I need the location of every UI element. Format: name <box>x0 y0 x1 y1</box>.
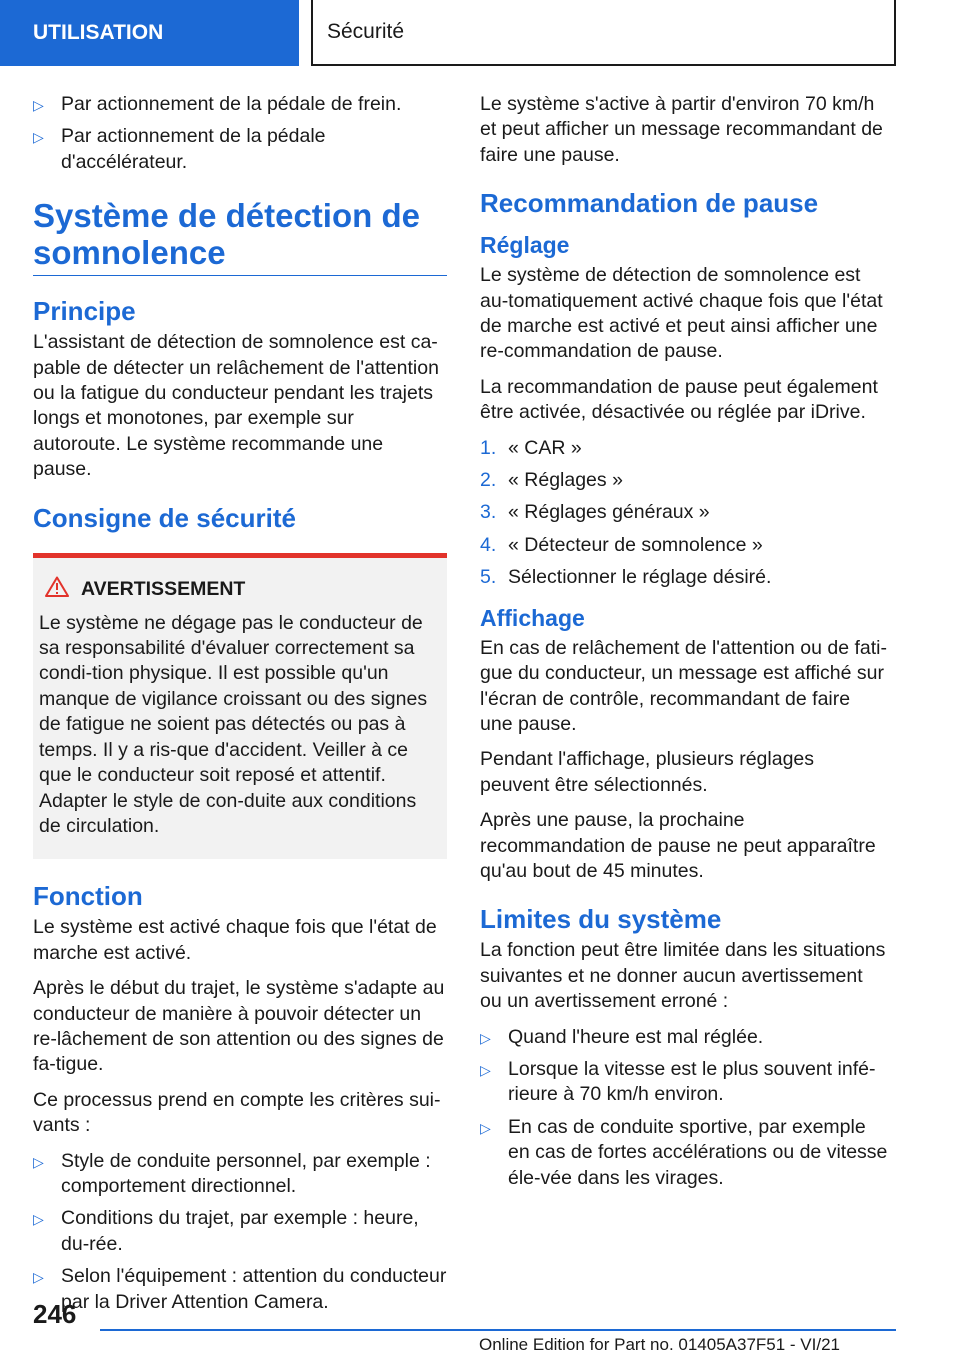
list-item: ▷ Conditions du trajet, par exemple : heure, du-rée. <box>33 1207 419 1255</box>
list-item: ▷ Quand l'heure est mal réglée. <box>480 1025 888 1050</box>
affichage-text-3: Après une pause, la prochaine recommandation de pause ne peut apparaître qu'au bout de 45 minutes. <box>480 809 876 882</box>
warning-box <box>33 553 447 860</box>
warning-text: Le système ne dégage pas le conducteur de sa responsabilité d'évaluer correctement sa condi-tion physique. Il est possible qu'un manque de vigilance croissant ou des signes de fatigue ne soient pas détectés ou pas à temps. Il y a ris-que d'accident. Veiller à ce que le conducteur soit reposé et attentif. Adapter le style de con-duite aux conditions de circulation. <box>39 611 428 837</box>
list-item: 3. « Réglages généraux » <box>480 501 710 524</box>
list-item: 2. « Réglages » <box>480 469 623 492</box>
limites-text: La fonction peut être limitée dans les situations suivantes et ne donner aucun avertissement ou un avertissement erroné : <box>480 939 886 1013</box>
heading-principe: Principe <box>33 296 136 327</box>
fonction-text-2: Après le début du trajet, le système s'adapte au conducteur de manière à pouvoir détecter un re-lâchement de son attention ou des signes de fa-tigue. <box>33 977 445 1076</box>
warning-triangle-icon <box>45 576 69 603</box>
list-item: ▷ Lorsque la vitesse est le plus souvent infé-rieure à 70 km/h environ. <box>480 1057 876 1106</box>
triangle-right-icon: ▷ <box>480 1029 491 1046</box>
fonction-text-1: Le système est activé chaque fois que l'état de marche est activé. <box>33 916 437 964</box>
reglage-step-list <box>480 436 888 591</box>
warning-header <box>39 576 439 603</box>
intro-bullet-list <box>33 92 447 175</box>
affichage-text-2: Pendant l'affichage, plusieurs réglages peuvent être sélectionnés. <box>480 748 815 796</box>
affichage-text-1: En cas de relâchement de l'attention ou de fati-gue du conducteur, un message est affiché sur l'écran de contrôle, recommandant de faire une pause. <box>480 636 887 735</box>
heading-limites: Limites du système <box>480 904 722 935</box>
limites-bullet-list <box>480 1025 888 1191</box>
header-subsection-label: Sécurité <box>327 20 405 43</box>
triangle-right-icon: ▷ <box>33 1153 44 1170</box>
footer-edition: Online Edition for Part no. 01405A37F51 - VI/21 <box>479 1335 841 1354</box>
principe-text: L'assistant de détection de somnolence est ca-pable de détecter un relâchement de l'attention ou la fatigue du conducteur pendant les trajets longs et monotones, par exemple sur autoroute. Le système recommande une pause. <box>33 331 439 481</box>
triangle-right-icon: ▷ <box>480 1061 491 1078</box>
triangle-right-icon: ▷ <box>33 1211 44 1228</box>
heading-reglage: Réglage <box>480 232 570 259</box>
header-section-label: UTILISATION <box>33 21 164 44</box>
heading-consigne: Consigne de sécurité <box>33 502 296 533</box>
header-section-tab <box>0 0 299 66</box>
list-item: ▷ En cas de conduite sportive, par exemple en cas de fortes accélérations ou de vitesse éle-vée dans les virages. <box>480 1115 888 1189</box>
fonction-bullet-list <box>33 1149 447 1315</box>
right-column <box>480 92 888 1199</box>
right-intro-text: Le système s'active à partir d'environ 70 km/h et peut afficher un message recommandant de faire une pause. <box>480 93 883 166</box>
list-item: 4. « Détecteur de somnolence » <box>480 533 763 556</box>
triangle-right-icon: ▷ <box>480 1119 491 1136</box>
warning-label: AVERTISSEMENT <box>81 577 246 600</box>
reglage-text-1: Le système de détection de somnolence est au-tomatiquement activé chaque fois que l'état de marche est activé et peut ainsi afficher une re-commandation de pause. <box>480 264 883 363</box>
left-column <box>33 92 447 1323</box>
triangle-right-icon: ▷ <box>33 129 44 146</box>
page-title: Système de détection de somnolence <box>33 197 447 276</box>
header-subsection-tab <box>311 0 896 66</box>
triangle-right-icon: ▷ <box>33 97 44 113</box>
heading-fonction: Fonction <box>33 881 143 912</box>
list-item: ▷ Selon l'équipement : attention du conducteur par la Driver Attention Camera. <box>33 1265 447 1313</box>
fonction-text-3: Ce processus prend en compte les critères sui-vants : <box>33 1088 441 1137</box>
list-item: 1. « CAR » <box>480 436 582 459</box>
page-number: 246 <box>33 1299 77 1329</box>
footer-divider <box>100 1329 896 1331</box>
reglage-text-2: La recommandation de pause peut également être activée, désactivée ou réglée par iDrive. <box>480 375 878 424</box>
list-item: 5. Sélectionner le réglage désiré. <box>480 566 772 589</box>
heading-affichage: Affichage <box>480 604 585 631</box>
triangle-right-icon: ▷ <box>33 1269 44 1286</box>
list-item: ▷ Par actionnement de la pédale de frein. <box>33 92 447 117</box>
list-item: ▷ Style de conduite personnel, par exemple : comportement directionnel. <box>33 1149 431 1197</box>
list-item: ▷ Par actionnement de la pédale d'accélérateur. <box>33 125 326 173</box>
heading-recommandation: Recommandation de pause <box>480 188 819 219</box>
